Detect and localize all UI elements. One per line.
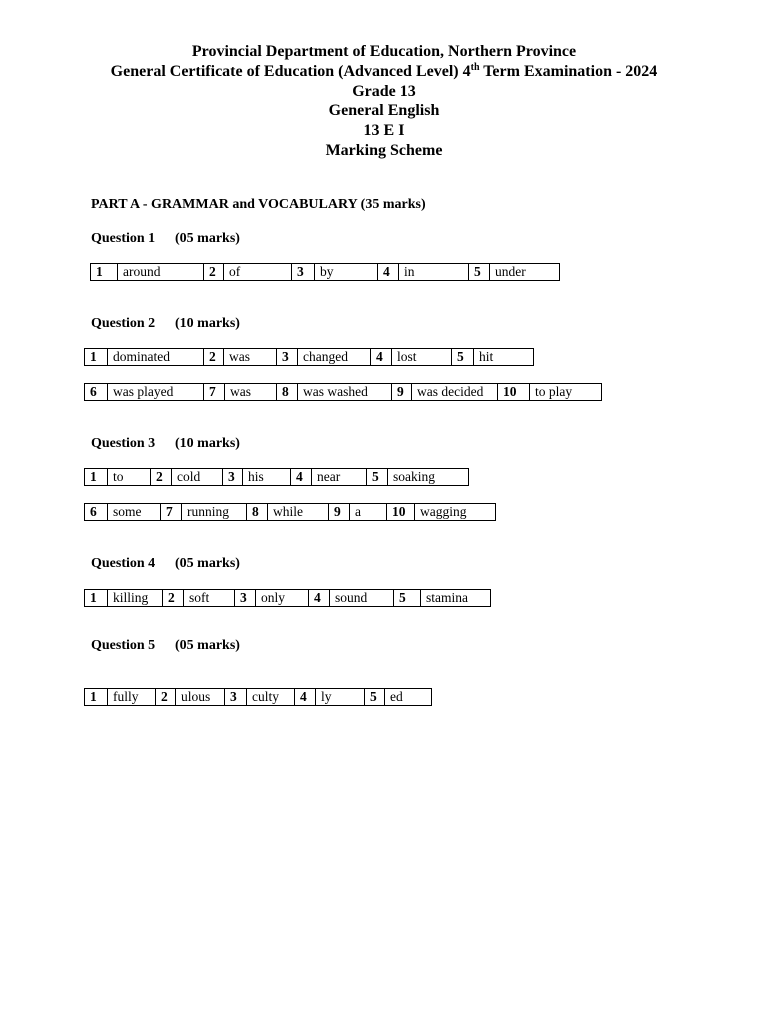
answer-text: in — [399, 264, 469, 281]
answer-text: sound — [330, 590, 394, 607]
answer-text: near — [312, 469, 367, 486]
answer-number: 6 — [85, 504, 108, 521]
answer-text: was — [224, 349, 277, 366]
header-exam-prefix: General Certificate of Education (Advanced Level) 4 — [110, 62, 471, 80]
answer-number: 2 — [204, 264, 224, 281]
answer-row — [85, 689, 432, 706]
question-1-heading — [91, 231, 240, 247]
answer-number: 2 — [204, 349, 224, 366]
question-1-marks: (05 marks) — [175, 231, 240, 246]
answer-text: was washed — [298, 384, 392, 401]
answer-text: to play — [530, 384, 602, 401]
header-line-grade: Grade 13 — [352, 82, 416, 100]
answer-text: of — [224, 264, 292, 281]
answer-number: 9 — [329, 504, 350, 521]
part-a-title: PART A - GRAMMAR and VOCABULARY (35 marks) — [91, 197, 426, 212]
answer-number: 8 — [247, 504, 268, 521]
answer-number: 10 — [498, 384, 530, 401]
answer-text: dominated — [108, 349, 204, 366]
header-line-province: Provincial Department of Education, Northern Province — [191, 43, 577, 60]
question-3-marks: (10 marks) — [175, 436, 240, 451]
answer-row — [85, 349, 534, 366]
answer-number: 2 — [156, 689, 176, 706]
answer-number: 7 — [161, 504, 182, 521]
answer-text: stamina — [421, 590, 491, 607]
answer-number: 5 — [365, 689, 385, 706]
answer-text: only — [256, 590, 309, 607]
answer-text: was decided — [412, 384, 498, 401]
answer-number: 3 — [277, 349, 298, 366]
answer-text: soaking — [388, 469, 469, 486]
answer-text: ed — [385, 689, 432, 706]
answer-number: 2 — [163, 590, 184, 607]
answer-text: to — [108, 469, 151, 486]
answer-row — [85, 504, 496, 521]
answer-number: 1 — [85, 590, 108, 607]
answer-number: 3 — [292, 264, 315, 281]
answer-text: cold — [172, 469, 223, 486]
answer-text: hit — [474, 349, 534, 366]
answer-text: ly — [316, 689, 365, 706]
answer-number: 1 — [85, 689, 108, 706]
answer-number: 7 — [204, 384, 225, 401]
answer-row — [85, 469, 469, 486]
answer-number: 1 — [85, 469, 108, 486]
answer-text: lost — [392, 349, 452, 366]
answer-text: around — [118, 264, 204, 281]
question-5-heading — [91, 638, 240, 654]
header-line-subject: General English — [328, 102, 440, 120]
answer-number: 5 — [469, 264, 490, 281]
header-line-paper-code: 13 E I — [363, 122, 405, 140]
answer-number: 4 — [378, 264, 399, 281]
answer-number: 6 — [85, 384, 108, 401]
answer-number: 8 — [277, 384, 298, 401]
answer-number: 3 — [235, 590, 256, 607]
answer-number: 1 — [85, 349, 108, 366]
question-1-answer-table — [90, 263, 560, 281]
answer-number: 3 — [225, 689, 247, 706]
answer-text: changed — [298, 349, 371, 366]
answer-number: 5 — [394, 590, 421, 607]
answer-text: a — [350, 504, 387, 521]
answer-number: 9 — [392, 384, 412, 401]
answer-number: 4 — [295, 689, 316, 706]
answer-number: 3 — [223, 469, 243, 486]
answer-row — [85, 384, 602, 401]
answer-text: was played — [108, 384, 204, 401]
answer-number: 5 — [452, 349, 474, 366]
question-4-label: Question 4 — [91, 556, 156, 571]
question-3-answer-table-b — [84, 503, 496, 521]
document-header — [0, 42, 768, 161]
answer-text: soft — [184, 590, 235, 607]
question-5-marks: (05 marks) — [175, 638, 240, 653]
question-2-label: Question 2 — [91, 316, 156, 331]
answer-text: running — [182, 504, 247, 521]
answer-number: 4 — [309, 590, 330, 607]
question-4-marks: (05 marks) — [175, 556, 240, 571]
answer-text: while — [268, 504, 329, 521]
answer-text: fully — [108, 689, 156, 706]
question-2-heading — [91, 316, 240, 332]
answer-text: some — [108, 504, 161, 521]
answer-number: 1 — [91, 264, 118, 281]
question-4-answer-table — [84, 589, 491, 607]
question-3-heading — [91, 436, 240, 452]
answer-number: 2 — [151, 469, 172, 486]
question-5-label: Question 5 — [91, 638, 156, 653]
answer-text: wagging — [415, 504, 496, 521]
answer-text: his — [243, 469, 291, 486]
question-5-answer-table — [84, 688, 432, 706]
header-exam-superscript: th — [470, 61, 480, 73]
header-exam-suffix: Term Examination - 2024 — [479, 62, 658, 80]
answer-text: was — [225, 384, 277, 401]
answer-number: 10 — [387, 504, 415, 521]
answer-row — [85, 590, 491, 607]
header-line-examination — [0, 62, 768, 82]
question-3-answer-table-a — [84, 468, 469, 486]
question-2-answer-table-b — [84, 383, 602, 401]
answer-text: killing — [108, 590, 163, 607]
answer-text: culty — [247, 689, 295, 706]
question-2-marks: (10 marks) — [175, 316, 240, 331]
answer-text: ulous — [176, 689, 225, 706]
question-1-label: Question 1 — [91, 231, 156, 246]
answer-text: by — [315, 264, 378, 281]
answer-text: under — [490, 264, 560, 281]
answer-row — [91, 264, 560, 281]
question-2-answer-table-a — [84, 348, 534, 366]
answer-number: 4 — [291, 469, 312, 486]
question-3-label: Question 3 — [91, 436, 156, 451]
answer-number: 4 — [371, 349, 392, 366]
header-line-marking-scheme: Marking Scheme — [325, 141, 443, 159]
question-4-heading — [91, 556, 240, 572]
answer-number: 5 — [367, 469, 388, 486]
